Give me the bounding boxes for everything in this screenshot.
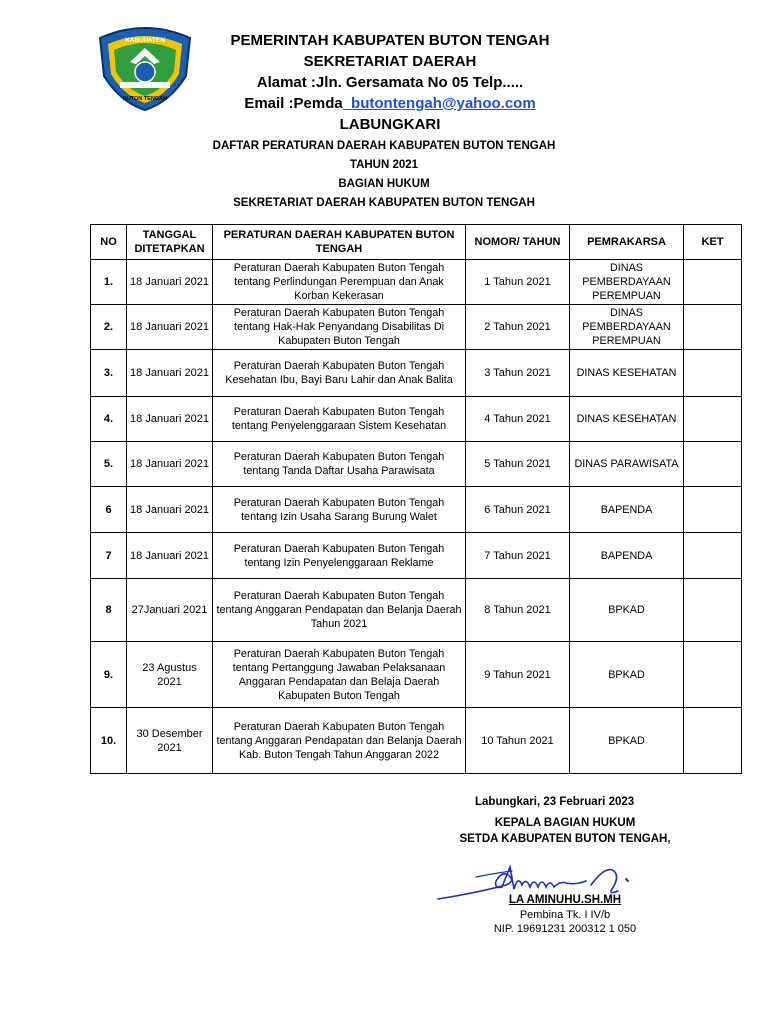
row-initiator: BPKAD (570, 642, 684, 708)
title-line-2: TAHUN 2021 (349, 159, 419, 171)
regency-crest-icon (90, 24, 200, 112)
row-number: 3 Tahun 2021 (466, 350, 570, 397)
row-initiator: BAPENDA (570, 487, 684, 533)
row-note (684, 305, 742, 350)
office-name: SEKRETARIAT DAERAH (303, 53, 477, 70)
row-no: 7 (91, 533, 127, 579)
table-row (91, 350, 742, 397)
table-header-row (91, 225, 742, 260)
email-link[interactable]: _butontengah@yahoo.com (342, 95, 536, 112)
table-row (91, 397, 742, 442)
row-date: 18 Januari 2021 (127, 442, 213, 487)
table-row (91, 642, 742, 708)
letterhead (205, 30, 575, 135)
row-title: Peraturan Daerah Kabupaten Buton Tengah tentang Tanda Daftar Usaha Parawisata (213, 442, 466, 487)
row-title: Peraturan Daerah Kabupaten Buton Tengah tentang Penyelenggaraan Sistem Kesehatan (213, 397, 466, 442)
row-initiator: DINAS PEMBERDAYAAN PEREMPUAN (570, 260, 684, 305)
row-date: 30 Desember 2021 (127, 708, 213, 774)
row-date: 23 Agustus 2021 (127, 642, 213, 708)
row-number: 7 Tahun 2021 (466, 533, 570, 579)
title-line-3: BAGIAN HUKUM (338, 178, 430, 190)
document-title (0, 137, 768, 213)
header-note: KET (684, 225, 742, 260)
row-date: 27Januari 2021 (127, 579, 213, 642)
signer-name: LA AMINUHU.SH.MH (508, 894, 622, 906)
row-number: 8 Tahun 2021 (466, 579, 570, 642)
header-date: TANGGAL DITETAPKAN (127, 225, 213, 260)
row-no: 9. (91, 642, 127, 708)
table-row (91, 442, 742, 487)
row-initiator: DINAS PEMBERDAYAAN PEREMPUAN (570, 305, 684, 350)
row-number: 10 Tahun 2021 (466, 708, 570, 774)
row-initiator: DINAS PARAWISATA (570, 442, 684, 487)
row-number: 4 Tahun 2021 (466, 397, 570, 442)
table-row (91, 260, 742, 305)
signer-nip: NIP. 19691231 200312 1 050 (493, 923, 637, 935)
row-initiator: DINAS KESEHATAN (570, 350, 684, 397)
row-note (684, 487, 742, 533)
header-initiator: PEMRAKARSA (570, 225, 684, 260)
table-row (91, 533, 742, 579)
place-date: Labungkari, 23 Februari 2023 (475, 796, 635, 808)
government-name: PEMERINTAH KABUPATEN BUTON TENGAH (230, 32, 550, 49)
row-note (684, 397, 742, 442)
header-number: NOMOR/ TAHUN (466, 225, 570, 260)
signer-position: KEPALA BAGIAN HUKUM (494, 817, 636, 829)
row-no: 5. (91, 442, 127, 487)
row-initiator: BAPENDA (570, 533, 684, 579)
row-date: 18 Januari 2021 (127, 533, 213, 579)
row-number: 1 Tahun 2021 (466, 260, 570, 305)
row-date: 18 Januari 2021 (127, 397, 213, 442)
logo-text-top: KABUPATEN (125, 37, 165, 44)
row-number: 9 Tahun 2021 (466, 642, 570, 708)
row-date: 18 Januari 2021 (127, 260, 213, 305)
row-note (684, 350, 742, 397)
row-note (684, 642, 742, 708)
row-title: Peraturan Daerah Kabupaten Buton Tengah tentang Anggaran Pendapatan dan Belanja Daerah Kab. Buton Tengah Tahun Anggaran 2022 (213, 708, 466, 774)
row-date: 18 Januari 2021 (127, 350, 213, 397)
signer-office: SETDA KABUPATEN BUTON TENGAH, (459, 833, 671, 845)
header-no: NO (91, 225, 127, 260)
office-email (205, 93, 575, 114)
row-initiator: BPKAD (570, 708, 684, 774)
row-date: 18 Januari 2021 (127, 305, 213, 350)
office-city: LABUNGKARI (339, 116, 441, 133)
row-no: 1. (91, 260, 127, 305)
table-row (91, 579, 742, 642)
row-title: Peraturan Daerah Kabupaten Buton Tengah tentang Perlindungan Perempuan dan Anak Korban Kekerasan (213, 260, 466, 305)
row-note (684, 579, 742, 642)
row-no: 4. (91, 397, 127, 442)
email-label: Email :Pemda (244, 95, 343, 112)
regulation-table (90, 224, 742, 774)
row-no: 6 (91, 487, 127, 533)
row-date: 18 Januari 2021 (127, 487, 213, 533)
regency-logo (90, 24, 200, 112)
row-no: 3. (91, 350, 127, 397)
row-note (684, 708, 742, 774)
row-title: Peraturan Daerah Kabupaten Buton Tengah tentang Izin Usaha Sarang Burung Walet (213, 487, 466, 533)
row-title: Peraturan Daerah Kabupaten Buton Tengah tentang Izin Penyelenggaraan Reklame (213, 533, 466, 579)
row-number: 2 Tahun 2021 (466, 305, 570, 350)
row-title: Peraturan Daerah Kabupaten Buton Tengah tentang Anggaran Pendapatan dan Belanja Daerah Tahun 2021 (213, 579, 466, 642)
title-line-1: DAFTAR PERATURAN DAERAH KABUPATEN BUTON TENGAH (212, 140, 556, 152)
signer-rank: Pembina Tk. I IV/b (519, 909, 611, 921)
row-initiator: DINAS KESEHATAN (570, 397, 684, 442)
row-note (684, 442, 742, 487)
row-title: Peraturan Daerah Kabupaten Buton Tengah tentang Hak-Hak Penyandang Disabilitas Di Kabupaten Buton Tengah (213, 305, 466, 350)
office-address: Alamat :Jln. Gersamata No 05 Telp..... (256, 74, 524, 91)
table-row (91, 708, 742, 774)
table-row (91, 487, 742, 533)
row-no: 10. (91, 708, 127, 774)
row-note (684, 533, 742, 579)
logo-text-bottom: BUTON TENGAH (122, 96, 168, 102)
row-no: 2. (91, 305, 127, 350)
row-title: Peraturan Daerah Kabupaten Buton Tengah tentang Pertanggung Jawaban Pelaksanaan Anggaran Pendapatan dan Belaja Daerah Kabupaten Buton Tengah (213, 642, 466, 708)
row-initiator: BPKAD (570, 579, 684, 642)
row-title: Peraturan Daerah Kabupaten Buton Tengah Kesehatan Ibu, Bayi Baru Lahir dan Anak Balita (213, 350, 466, 397)
table-row (91, 305, 742, 350)
title-line-4: SEKRETARIAT DAERAH KABUPATEN BUTON TENGAH (233, 197, 535, 209)
row-note (684, 260, 742, 305)
row-number: 5 Tahun 2021 (466, 442, 570, 487)
row-number: 6 Tahun 2021 (466, 487, 570, 533)
header-regulation: PERATURAN DAERAH KABUPATEN BUTON TENGAH (213, 225, 466, 260)
row-no: 8 (91, 579, 127, 642)
